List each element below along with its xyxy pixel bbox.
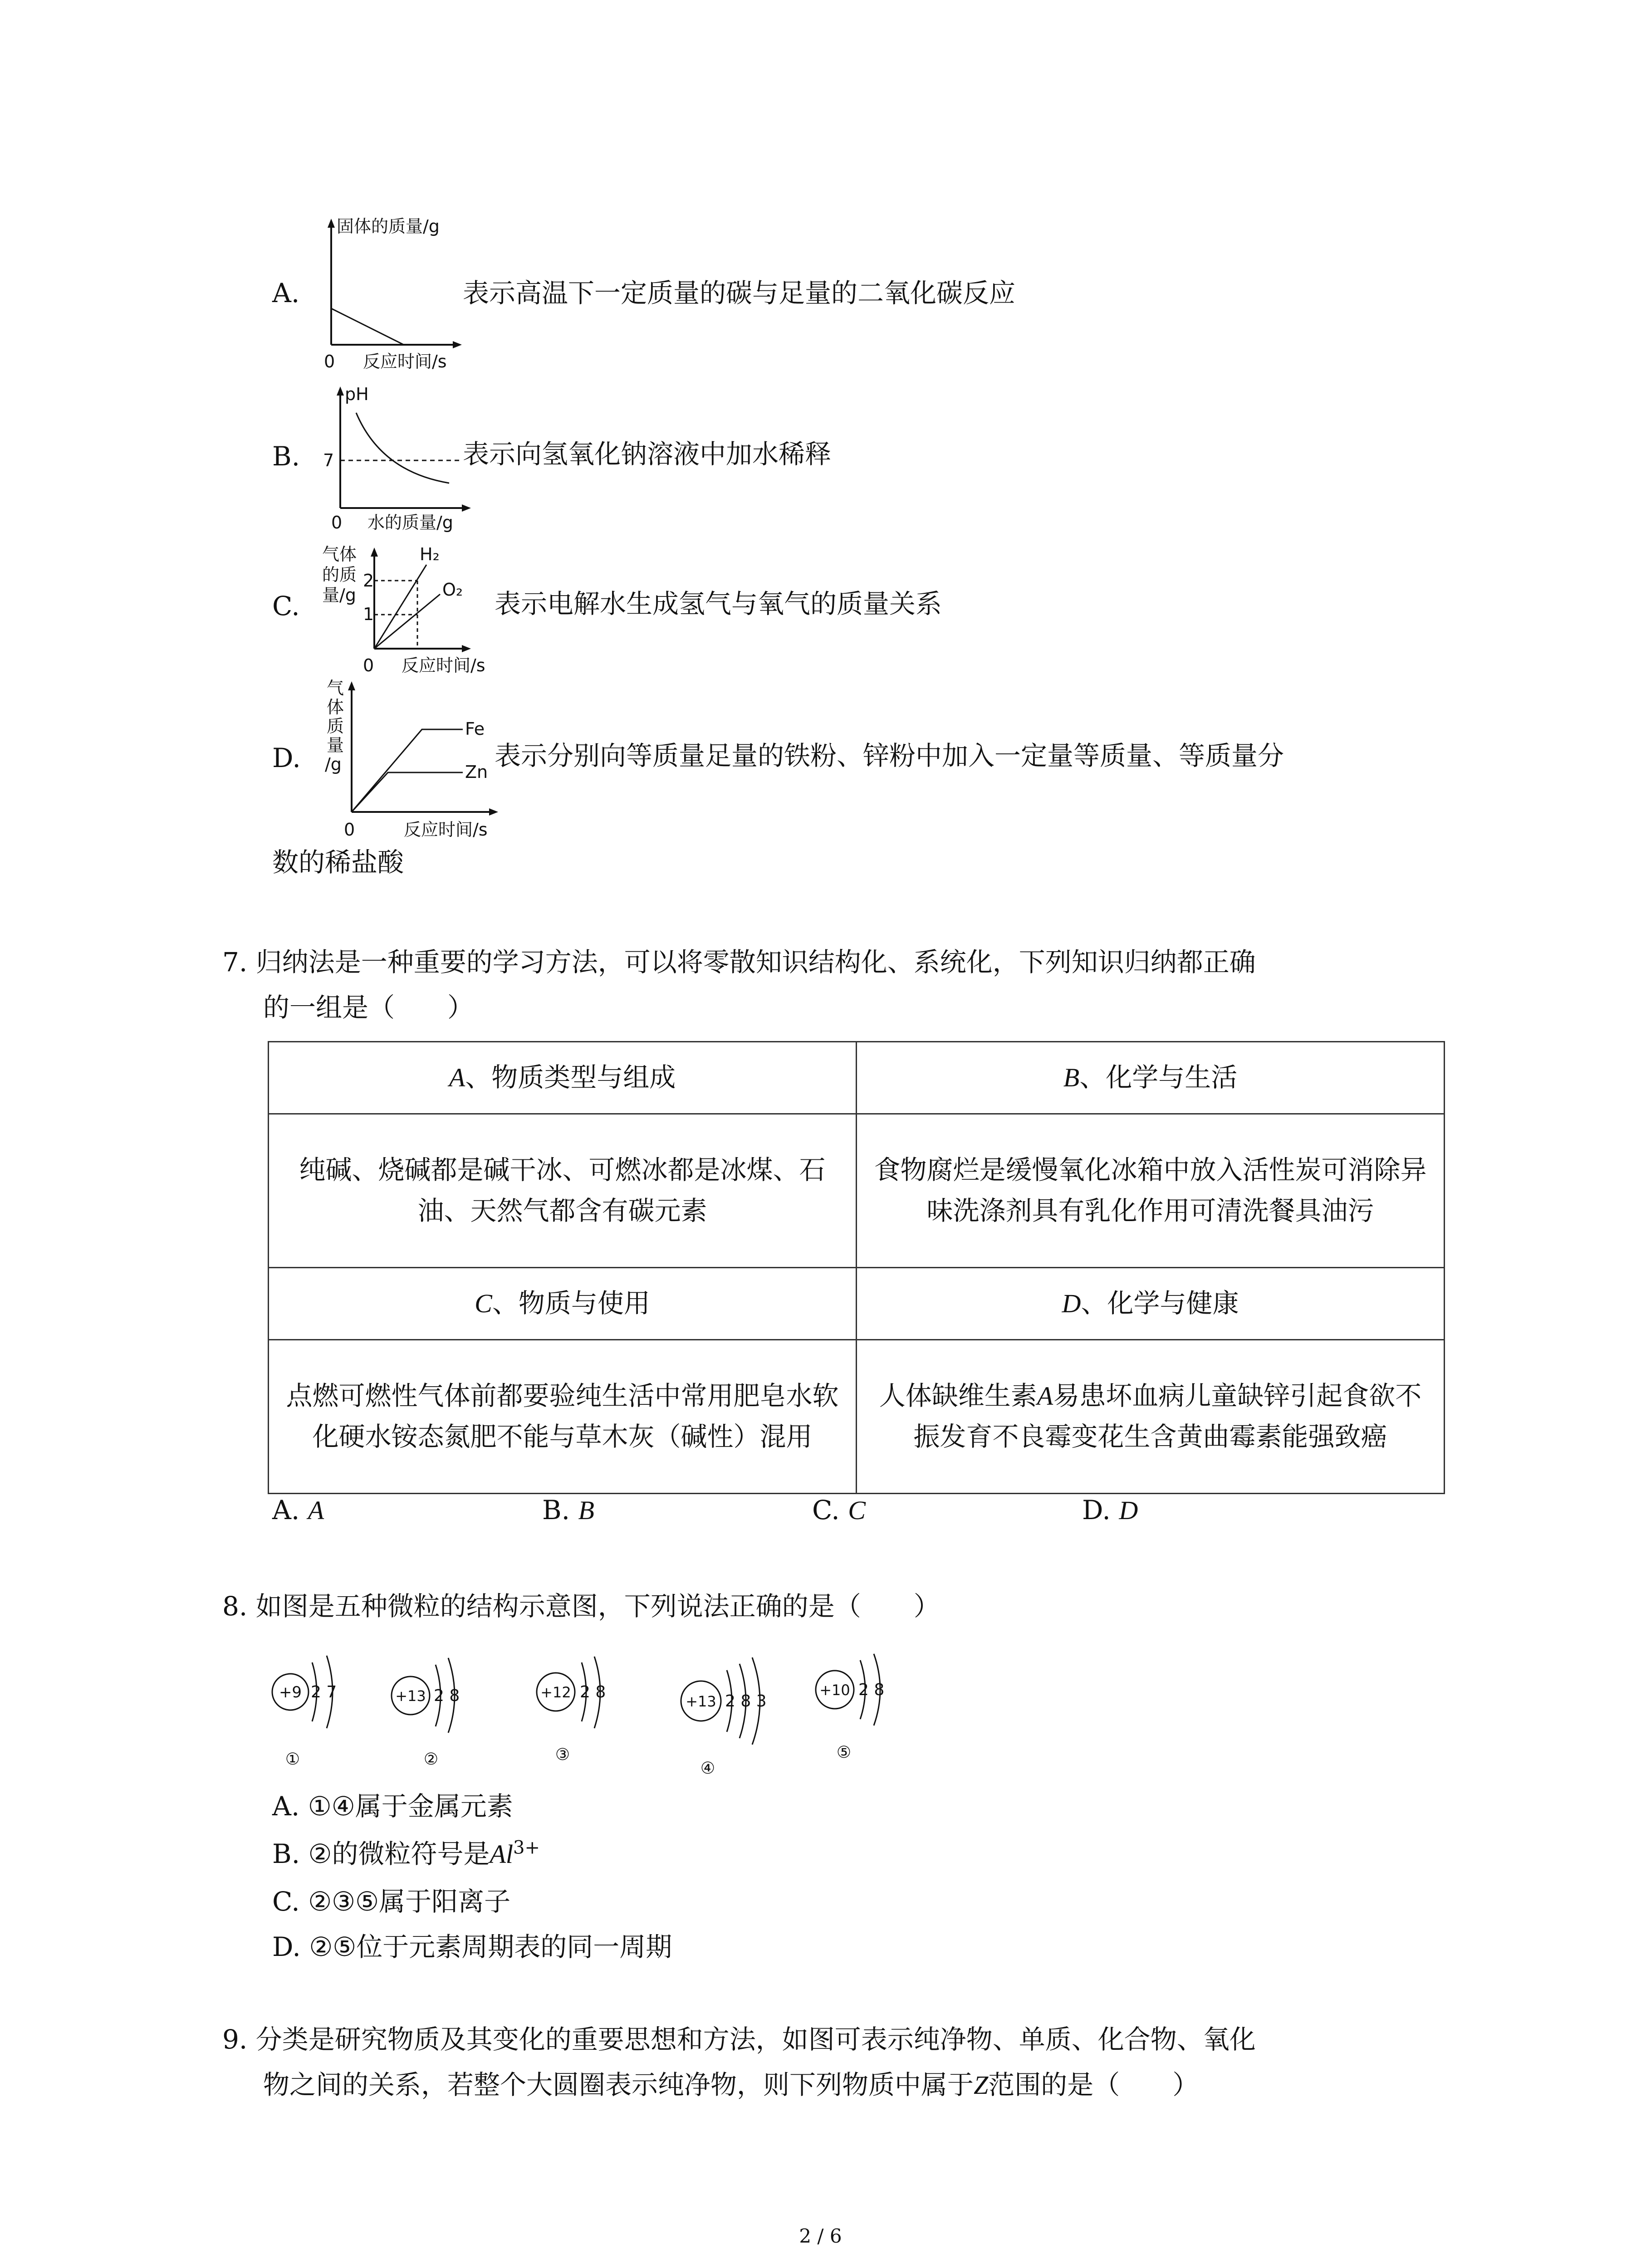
table-head-a: A、物质类型与组成	[269, 1042, 857, 1114]
graph-c-ylabel-1: 气体	[322, 544, 357, 564]
graph-d-ylabel-3: 质	[327, 716, 344, 736]
q9-stem-line1: 9. 分类是研究物质及其变化的重要思想和方法，如图可表示纯净物、单质、化合物、氧化	[222, 2024, 1256, 2055]
atom-1	[272, 1656, 337, 1769]
graph-c	[318, 542, 508, 678]
graph-c-ylabel-3: 量/g	[322, 585, 356, 605]
table-head-c: C、物质与使用	[269, 1268, 857, 1340]
option-b-label: B.	[272, 441, 300, 472]
atom-4-number: ④	[700, 1759, 715, 1778]
graph-d-xlabel: 反应时间/s	[404, 820, 488, 840]
atom-3	[537, 1657, 606, 1764]
option-d-text: 表示分别向等质量足量的铁粉、锌粉中加入一定量等质量、等质量分	[495, 740, 1284, 771]
table-head-b: B、化学与生活	[857, 1042, 1445, 1114]
graph-d-ylabel-5: /g	[325, 754, 342, 774]
page-number: 2 / 6	[799, 2225, 842, 2247]
knowledge-table	[268, 1041, 1445, 1494]
atom-4-nucleus: +13	[686, 1693, 716, 1710]
graph-c-tick-2: 2	[363, 571, 374, 591]
q7-option-d[interactable]: D. D	[1082, 1495, 1138, 1525]
option-c-label: C.	[272, 591, 300, 621]
graph-d-ylabel-2: 体	[327, 697, 344, 717]
atom-2-shells: 2 8	[434, 1686, 460, 1705]
table-cell-c: 点燃可燃性气体前都要验纯生活中常用肥皂水软化硬水铵态氮肥不能与草木灰（碱性）混用	[269, 1340, 857, 1494]
atom-5-shells: 2 8	[858, 1681, 885, 1699]
atom-2-number: ②	[423, 1750, 439, 1769]
graph-a-xlabel: 反应时间/s	[363, 352, 447, 371]
graph-d-origin: 0	[344, 820, 355, 840]
q8-option-d[interactable]: D. ②⑤位于元素周期表的同一周期	[272, 1931, 672, 1962]
table-head-d: D、化学与健康	[857, 1268, 1445, 1340]
atom-3-number: ③	[555, 1745, 570, 1764]
q7-option-c[interactable]: C. C	[812, 1495, 866, 1525]
q8-option-a[interactable]: A. ①④属于金属元素	[272, 1791, 513, 1822]
q7-stem-line2: 的一组是（ ）	[263, 992, 474, 1023]
q9-stem-line2: 物之间的关系，若整个大圆圈表示纯净物，则下列物质中属于Z范围的是（ ）	[263, 2069, 1199, 2100]
graph-a-origin: 0	[324, 352, 335, 371]
atom-2-nucleus: +13	[395, 1687, 426, 1705]
graph-c-xlabel: 反应时间/s	[402, 655, 485, 675]
atom-1-number: ①	[285, 1750, 300, 1769]
q7-stem-line1: 7. 归纳法是一种重要的学习方法，可以将零散知识结构化、系统化，下列知识归纳都正确	[222, 947, 1256, 978]
graph-a-ylabel: 固体的质量/g	[337, 216, 440, 236]
atom-4	[681, 1657, 767, 1778]
graph-d-ylabel-1: 气	[327, 678, 344, 698]
option-d-text-cont: 数的稀盐酸	[272, 847, 404, 878]
atom-5-number: ⑤	[836, 1743, 852, 1762]
graph-c-h2: H₂	[420, 544, 440, 564]
table-cell-d: 人体缺维生素A易患坏血病儿童缺锌引起食欲不振发育不良霉变花生含黄曲霉素能强致癌	[857, 1340, 1445, 1494]
q8-option-b[interactable]: B. ②的微粒符号是$Al^{3+}$	[272, 1837, 540, 1869]
q7-option-b[interactable]: B. B	[542, 1495, 594, 1525]
graph-d	[318, 676, 508, 844]
table-cell-b: 食物腐烂是缓慢氧化冰箱中放入活性炭可消除异味洗涤剂具有乳化作用可清洗餐具油污	[857, 1114, 1445, 1268]
graph-c-o2: O₂	[442, 580, 463, 600]
atom-diagrams	[259, 1642, 939, 1787]
atom-4-shells: 2 8 3	[725, 1692, 767, 1711]
option-c-text: 表示电解水生成氢气与氧气的质量关系	[495, 588, 942, 619]
graph-a	[313, 213, 467, 376]
q8-stem: 8. 如图是五种微粒的结构示意图，下列说法正确的是（ ）	[222, 1591, 940, 1622]
graph-d-ylabel-4: 量	[327, 735, 344, 755]
graph-b-tick-7: 7	[323, 450, 334, 470]
atom-3-shells: 2 8	[580, 1683, 606, 1701]
atom-5	[816, 1654, 884, 1762]
table-cell-a: 纯碱、烧碱都是碱干冰、可燃冰都是冰煤、石油、天然气都含有碳元素	[269, 1114, 857, 1268]
atom-3-nucleus: +12	[540, 1684, 571, 1701]
graph-c-origin: 0	[363, 655, 374, 675]
atom-2	[392, 1658, 460, 1769]
graph-c-ylabel-2: 的质	[322, 565, 357, 585]
graph-c-tick-1: 1	[363, 604, 374, 624]
atom-1-nucleus: +9	[279, 1683, 302, 1701]
option-d-label: D.	[272, 743, 301, 773]
q7-option-a[interactable]: A. A	[272, 1495, 324, 1525]
atom-1-shells: 2 7	[311, 1683, 337, 1701]
graph-b-xlabel: 水的质量/g	[367, 513, 453, 533]
graph-d-fe: Fe	[465, 719, 485, 739]
option-a-label: A.	[272, 278, 300, 308]
q8-option-c[interactable]: C. ②③⑤属于阳离子	[272, 1886, 511, 1917]
graph-d-zn: Zn	[465, 762, 488, 782]
graph-b-ylabel: pH	[345, 384, 369, 404]
graph-b-origin: 0	[331, 513, 343, 533]
graph-b	[313, 381, 476, 540]
option-a-text: 表示高温下一定质量的碳与足量的二氧化碳反应	[463, 278, 1016, 308]
option-b-text: 表示向氢氧化钠溶液中加水稀释	[463, 439, 832, 469]
atom-5-nucleus: +10	[819, 1681, 850, 1699]
